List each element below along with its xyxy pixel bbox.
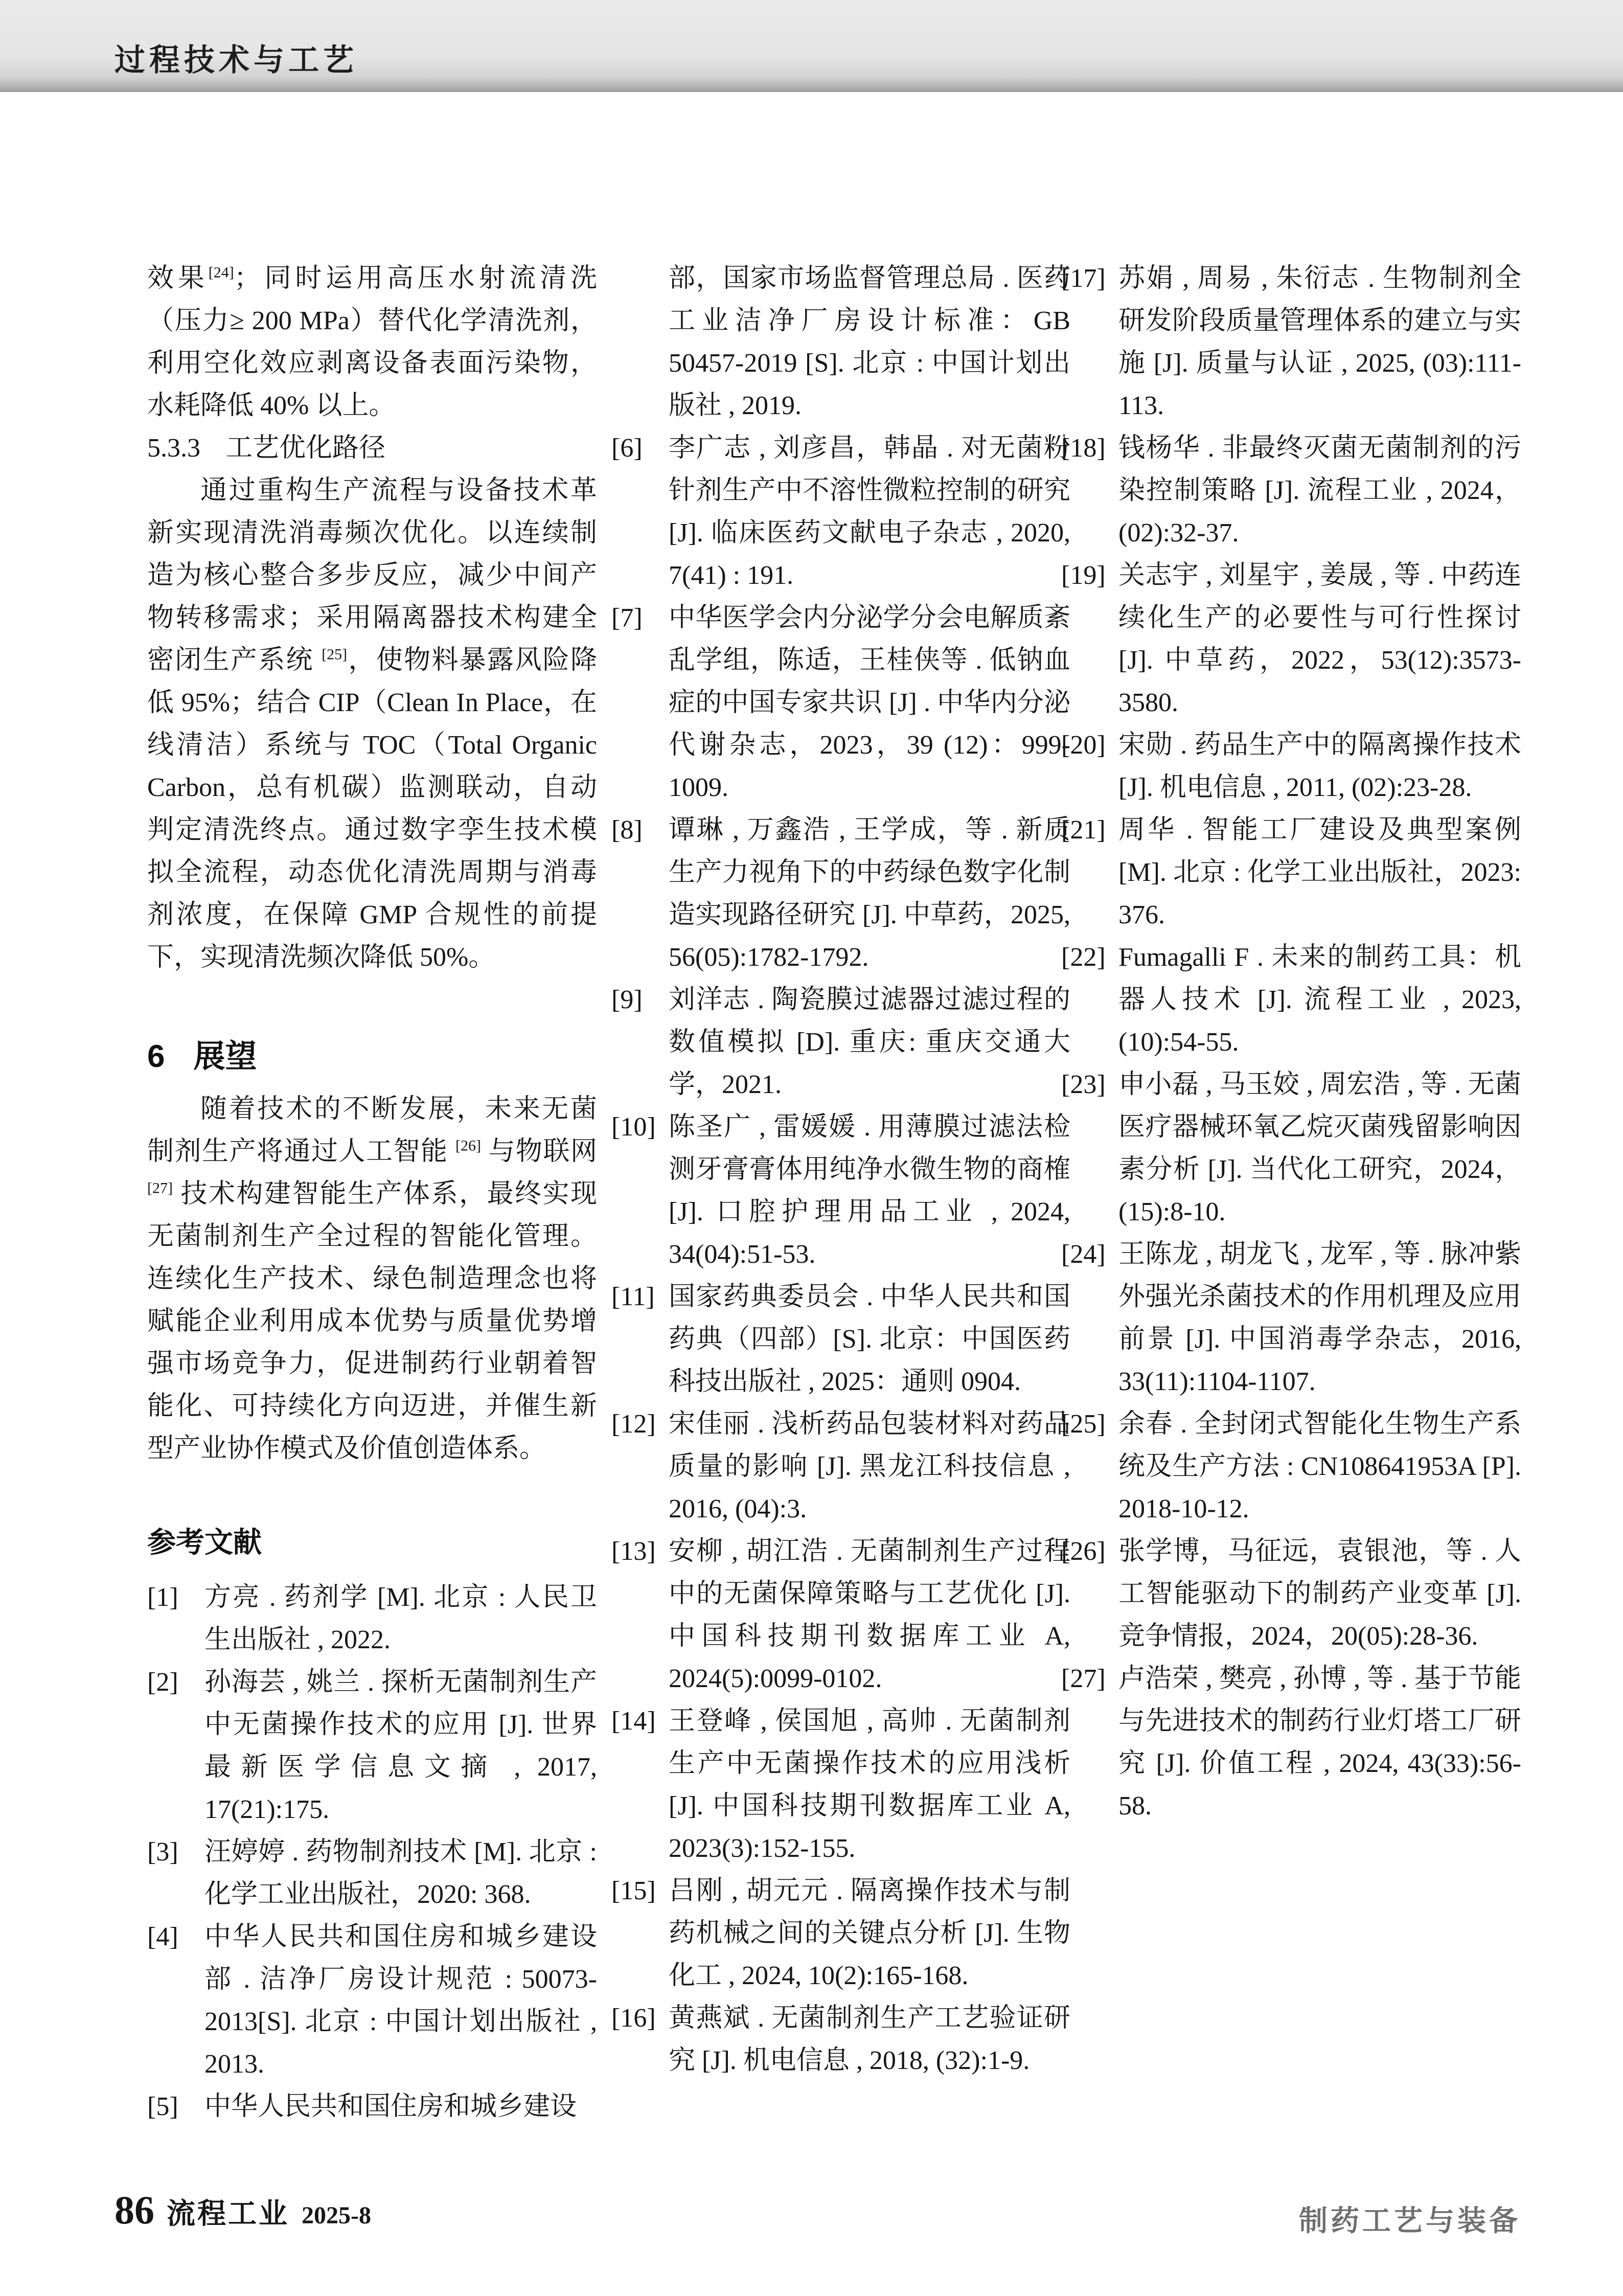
reference-text: 宋勋 . 药品生产中的隔离操作技术 [J]. 机电信息 , 2011, (02):23-28.: [1118, 731, 1521, 802]
reference-text: 苏娟 , 周易 , 朱衍志 . 生物制剂全研发阶段质量管理体系的建立与实施 [J]. 质量与认证 , 2025, (03):111-113.: [1118, 264, 1521, 420]
reference-text: 中华人民共和国住房和城乡建设: [204, 2092, 577, 2121]
reference-item: [147, 1576, 597, 1661]
reference-text: 刘洋志 . 陶瓷膜过滤器过滤过程的数值模拟 [D]. 重庆: 重庆交通大学，2021.: [669, 985, 1070, 1099]
reference-number: [12]: [611, 1410, 656, 1439]
reference-item: [1061, 554, 1521, 724]
reference-number: [1]: [147, 1583, 178, 1612]
paragraph-text: 随着技术的不断发展，未来无菌制剂生产将通过人工智能: [147, 1095, 597, 1166]
citation-superscript: [24]: [208, 264, 234, 281]
body-paragraph-continued: [147, 257, 597, 427]
reference-number: [22]: [1061, 943, 1106, 972]
reference-number: [13]: [611, 1537, 656, 1566]
reference-number: [5]: [147, 2092, 178, 2121]
reference-text: 王陈龙 , 胡龙飞 , 龙军 , 等 . 脉冲紫外强光杀菌技术的作用机理及应用前景 [J]. 中国消毒学杂志，2016, 33(11):1104-1107.: [1118, 1240, 1521, 1396]
reference-text: 安柳 , 胡江浩 . 无菌制剂生产过程中的无菌保障策略与工艺优化 [J]. 中国科技期刊数据库工业 A, 2024(5):0099-0102.: [669, 1537, 1070, 1693]
journal-name: 流程工业: [167, 2197, 289, 2230]
reference-item: [611, 257, 1070, 427]
reference-item: [611, 809, 1070, 979]
reference-text: 宋佳丽 . 浅析药品包装材料对药品质量的影响 [J]. 黑龙江科技信息 , 2016, (04):3.: [669, 1410, 1070, 1524]
section-heading: [147, 1039, 597, 1075]
reference-text: 部，国家市场监督管理总局 . 医药工业洁净厂房设计标准：GB 50457-2019 [S]. 北京 : 中国计划出版社 , 2019.: [669, 264, 1070, 420]
page-number: 86: [115, 2188, 154, 2232]
reference-number: [20]: [1061, 731, 1106, 760]
paragraph-text: ，使物料暴露风险降低 95%；结合 CIP（Clean In Place，在线清洁）系统与 TOC（Total Organic Carbon，总有机碳）监测联动，自动判定清洗终点。通过数字孪生技术模拟全流程，动态优化清洗周期与消毒剂浓度，在保障 GMP 合规性的前提下，实现清洗频次降低 50%。: [147, 646, 597, 972]
reference-item: [147, 1916, 597, 2085]
citation-superscript: [27]: [147, 1179, 173, 1197]
reference-item: [1061, 936, 1521, 1063]
footer-left: [115, 2187, 371, 2233]
reference-number: [14]: [611, 1707, 656, 1736]
reference-text: 李广志 , 刘彦昌，韩晶 . 对无菌粉针剂生产中不溶性微粒控制的研究 [J]. 临床医药文献电子杂志 , 2020, 7(41) : 191.: [669, 434, 1070, 590]
issue-number: 2025-8: [302, 2202, 371, 2229]
reference-number: [18]: [1061, 434, 1106, 463]
reference-item: [611, 1530, 1070, 1700]
reference-item: [611, 1997, 1070, 2082]
reference-item: [147, 1661, 597, 1831]
section-title: 展望: [193, 1039, 257, 1074]
reference-item: [611, 1700, 1070, 1870]
reference-item: [611, 1276, 1070, 1403]
subsection-title: 工艺优化路径: [226, 434, 386, 463]
reference-item: [611, 427, 1070, 597]
reference-number: [2]: [147, 1668, 178, 1697]
reference-text: 中华人民共和国住房和城乡建设部 . 洁净厂房设计规范 : 50073-2013[S]. 北京 : 中国计划出版社 , 2013.: [204, 1922, 597, 2079]
reference-text: 卢浩荣 , 樊亮 , 孙博 , 等 . 基于节能与先进技术的制药行业灯塔工厂研究 [J]. 价值工程 , 2024, 43(33):56-58.: [1118, 1664, 1521, 1821]
reference-number: [19]: [1061, 561, 1106, 590]
reference-item: [611, 1403, 1070, 1530]
reference-item: [1061, 1403, 1521, 1530]
reference-item: [611, 1106, 1070, 1276]
reference-text: 国家药典委员会 . 中华人民共和国药典（四部）[S]. 北京：中国医药科技出版社 , 2025：通则 0904.: [669, 1282, 1070, 1396]
reference-number: [16]: [611, 2004, 656, 2033]
paragraph-text: 技术构建智能生产体系，最终实现无菌制剂生产全过程的智能化管理。连续化生产技术、绿色制造理念也将赋能企业利用成本优势与质量优势增强市场竞争力，促进制药行业朝着智能化、可持续化方向迈进，并催生新型产业协作模式及价值创造体系。: [147, 1179, 597, 1463]
reference-text: 汪婷婷 . 药物制剂技术 [M]. 北京 : 化学工业出版社，2020: 368.: [204, 1837, 597, 1909]
reference-item: [1061, 427, 1521, 554]
body-paragraph: [147, 469, 597, 979]
reference-number: [25]: [1061, 1410, 1106, 1439]
reference-text: 吕刚 , 胡元元 . 隔离操作技术与制药机械之间的关键点分析 [J]. 生物化工 , 2024, 10(2):165-168.: [669, 1876, 1070, 1990]
reference-number: [6]: [611, 434, 643, 463]
reference-item: [611, 597, 1070, 809]
references-heading: 参考文献: [147, 1526, 262, 1558]
citation-superscript: [26]: [455, 1137, 481, 1154]
reference-text: 中华医学会内分泌学分会电解质紊乱学组，陈适，王桂侠等 . 低钠血症的中国专家共识 [J] . 中华内分泌代谢杂志，2023，39 (12)：999-1009.: [669, 603, 1070, 802]
reference-text: 钱杨华 . 非最终灭菌无菌制剂的污染控制策略 [J]. 流程工业 , 2024，(02):32-37.: [1118, 434, 1521, 548]
reference-number: [9]: [611, 985, 643, 1014]
reference-number: [4]: [147, 1922, 178, 1951]
reference-text: 周华 . 智能工厂建设及典型案例 [M]. 北京 : 化学工业出版社，2023: 376.: [1118, 815, 1521, 929]
reference-text: 余春 . 全封闭式智能化生物生产系统及生产方法 : CN108641953A [P]. 2018-10-12.: [1118, 1410, 1521, 1524]
reference-number: [10]: [611, 1112, 656, 1142]
reference-number: [27]: [1061, 1664, 1106, 1693]
reference-text: 申小磊 , 马玉姣 , 周宏浩 , 等 . 无菌医疗器械环氧乙烷灭菌残留影响因素分析 [J]. 当代化工研究，2024，(15):8-10.: [1118, 1070, 1521, 1226]
reference-number: [11]: [611, 1282, 655, 1311]
reference-list-right: [1061, 257, 1521, 1827]
reference-item: [611, 1870, 1070, 1997]
reference-number: [15]: [611, 1876, 656, 1905]
reference-text: 关志宇 , 刘星宇 , 姜晟 , 等 . 中药连续化生产的必要性与可行性探讨 [J]. 中草药，2022，53(12):3573-3580.: [1118, 561, 1521, 717]
reference-item: [1061, 1657, 1521, 1827]
reference-list-left: [147, 1576, 597, 2128]
paragraph-text: 与物联网: [481, 1137, 597, 1166]
reference-text: 谭琳 , 万鑫浩 , 王学成，等 . 新质生产力视角下的中药绿色数字化制造实现路径研究 [J]. 中草药，2025, 56(05):1782-1792.: [669, 815, 1070, 972]
reference-item: [147, 2085, 597, 2128]
paragraph-text: ；同时运用高压水射流清洗（压力≥ 200 MPa）替代化学清洗剂，利用空化效应剥离设备表面污染物，水耗降低 40% 以上。: [147, 264, 597, 420]
paragraph-text: 效果: [147, 264, 209, 293]
reference-item: [1061, 724, 1521, 809]
reference-item: [1061, 1063, 1521, 1233]
section-number: 6: [147, 1039, 165, 1074]
reference-item: [1061, 257, 1521, 427]
reference-number: [26]: [1061, 1537, 1106, 1566]
reference-text: 王登峰 , 侯国旭 , 高帅 . 无菌制剂生产中无菌操作技术的应用浅析 [J]. 中国科技期刊数据库工业 A, 2023(3):152-155.: [669, 1707, 1070, 1863]
reference-text: Fumagalli F . 未来的制药工具：机器人技术 [J]. 流程工业 , 2023, (10):54-55.: [1118, 943, 1521, 1057]
reference-number: [24]: [1061, 1240, 1106, 1269]
paragraph-text: 通过重构生产流程与设备技术革新实现清洗消毒频次优化。以连续制造为核心整合多步反应，减少中间产物转移需求；采用隔离器技术构建全密闭生产系统: [147, 476, 597, 675]
page-header-band: [0, 0, 1623, 92]
reference-number: [7]: [611, 603, 643, 632]
body-paragraph: [147, 1088, 597, 1470]
reference-number: [21]: [1061, 815, 1106, 845]
reference-item: [611, 979, 1070, 1106]
reference-number: [8]: [611, 815, 643, 845]
column-section-title: 过程技术与工艺: [115, 43, 358, 77]
footer-section-title: 制药工艺与装备: [1299, 2204, 1521, 2237]
column-middle: [611, 257, 1070, 2082]
subsection-heading: [147, 427, 597, 469]
reference-text: 黄燕斌 . 无菌制剂生产工艺验证研究 [J]. 机电信息 , 2018, (32):1-9.: [669, 2004, 1070, 2075]
reference-item: [1061, 1530, 1521, 1657]
column-left: [147, 257, 597, 2128]
reference-item: [1061, 1233, 1521, 1403]
reference-text: 张学博，马征远，袁银池，等 . 人工智能驱动下的制药产业变革 [J]. 竞争情报，2024，20(05):28-36.: [1118, 1537, 1521, 1651]
reference-text: 方亮 . 药剂学 [M]. 北京 : 人民卫生出版社 , 2022.: [204, 1583, 597, 1654]
reference-number: [23]: [1061, 1070, 1106, 1099]
reference-number: [3]: [147, 1837, 178, 1867]
reference-item: [147, 1831, 597, 1916]
reference-item: [1061, 809, 1521, 936]
reference-number: [17]: [1061, 264, 1106, 293]
citation-superscript: [25]: [322, 646, 348, 663]
reference-text: 陈圣广 , 雷媛媛 . 用薄膜过滤法检测牙膏膏体用纯净水微生物的商榷 [J]. 口腔护理用品工业 , 2024, 34(04):51-53.: [669, 1112, 1070, 1269]
reference-list-middle: [611, 257, 1070, 2082]
column-right: [1061, 257, 1521, 1827]
subsection-number: 5.3.3: [147, 434, 200, 463]
reference-text: 孙海芸 , 姚兰 . 探析无菌制剂生产中无菌操作技术的应用 [J]. 世界最新医学信息文摘 , 2017, 17(21):175.: [204, 1668, 597, 1824]
